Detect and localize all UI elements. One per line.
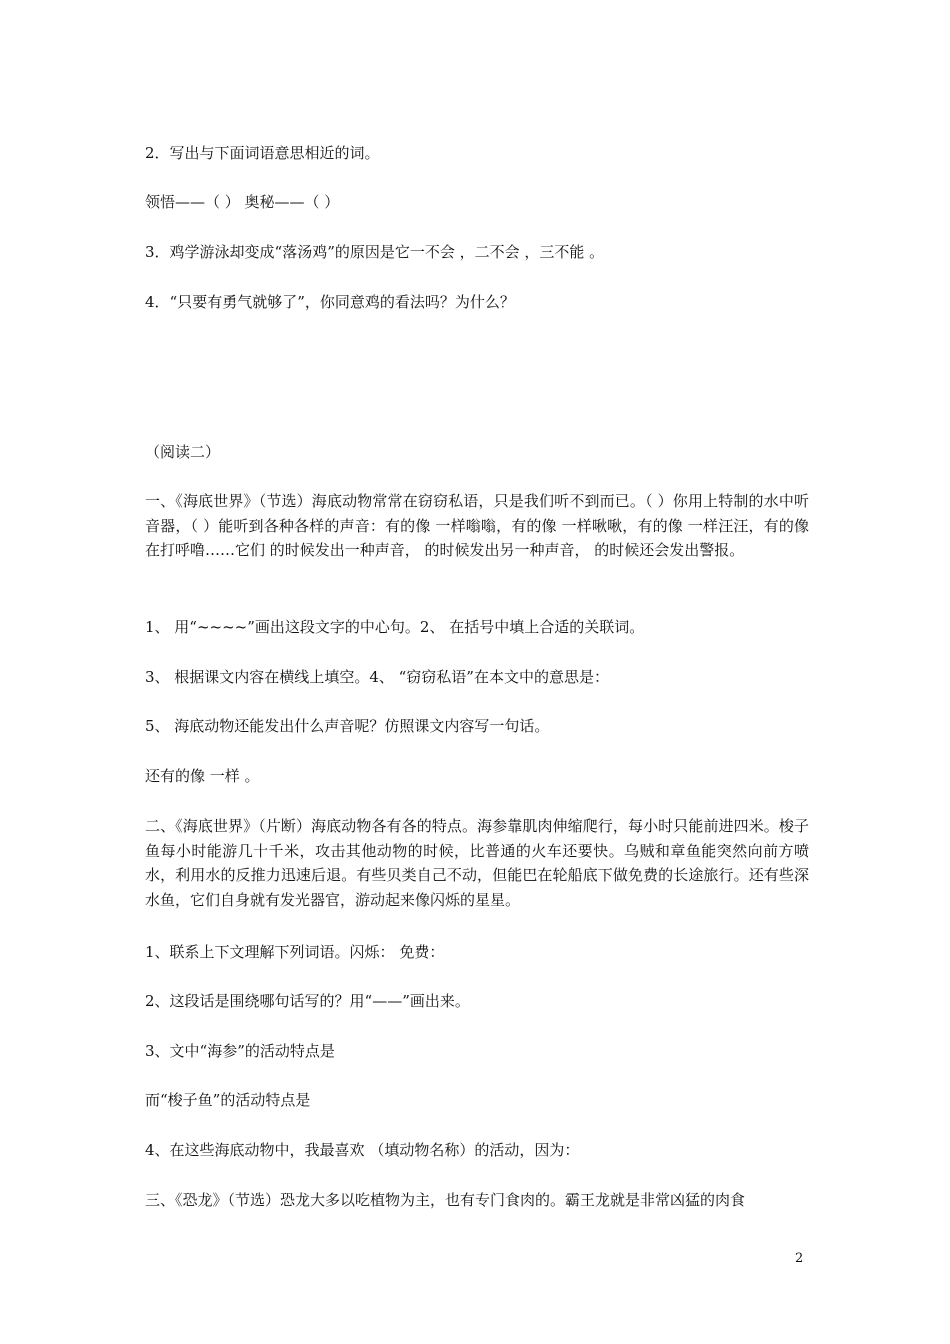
passage-2-question-3b: 而“梭子鱼”的活动特点是 <box>145 1091 311 1109</box>
passage-2-question-1: 1、联系上下文理解下列词语。闪烁： 免费： <box>145 943 445 961</box>
question-3: 3．鸡学游泳却变成“落汤鸡”的原因是它一不会 ，二不会 ，三不能 。 <box>145 243 605 261</box>
page-number: 2 <box>795 1251 804 1266</box>
question-4: 4．“只要有勇气就够了”，你同意鸡的看法吗？为什么？ <box>145 293 515 311</box>
passage-1: 一、《海底世界》（节选）海底动物常常在窃窃私语，只是我们听不到而已。（ ）你用上特制的水中听音器，（ ）能听到各种各样的声音：有的像 一样嗡嗡，有的像 一样啾啾，有的像 一样汪汪，有的像 在打呼噜……它们 的时候发出一种声音， 的时候发出另一种声音， 的时候还会发出警报。 <box>145 492 809 559</box>
passage-1-question-3-4: 3、 根据课文内容在横线上填空。4、 “窃窃私语”在本文中的意思是： <box>145 668 609 686</box>
question-2: 2．写出与下面词语意思相近的词。 <box>145 144 380 162</box>
question-2-words: 领悟——（ ） 奥秘——（ ） <box>145 193 340 211</box>
passage-1-question-5-blank: 还有的像 一样 。 <box>145 767 260 785</box>
passage-2-question-4: 4、在这些海底动物中，我最喜欢 （填动物名称）的活动，因为： <box>145 1141 580 1159</box>
reading-heading: （阅读二） <box>145 443 221 461</box>
passage-2-question-3a: 3、文中“海参”的活动特点是 <box>145 1042 335 1060</box>
passage-1-question-5: 5、 海底动物还能发出什么声音呢？仿照课文内容写一句话。 <box>145 717 550 735</box>
passage-2-question-2: 2、这段话是围绕哪句话写的？用“——”画出来。 <box>145 992 470 1010</box>
passage-2: 二、《海底世界》（片断）海底动物各有各的特点。海参靠肌肉伸缩爬行，每小时只能前进四米。梭子鱼每小时能游几十千米，攻击其他动物的时候，比普通的火车还要快。乌贼和章鱼能突然向前方喷水，利用水的反推力迅速后退。有些贝类自己不动，但能巴在轮船底下做免费的长途旅行。还有些深水鱼，它们自身就有发光器官，游动起来像闪烁的星星。 <box>145 817 809 909</box>
passage-1-question-1-2: 1、 用“~~~~”画出这段文字的中心句。2、 在括号中填上合适的关联词。 <box>145 618 645 636</box>
passage-3: 三、《恐龙》（节选）恐龙大多以吃植物为主，也有专门食肉的。霸王龙就是非常凶猛的肉食 <box>145 1191 746 1209</box>
